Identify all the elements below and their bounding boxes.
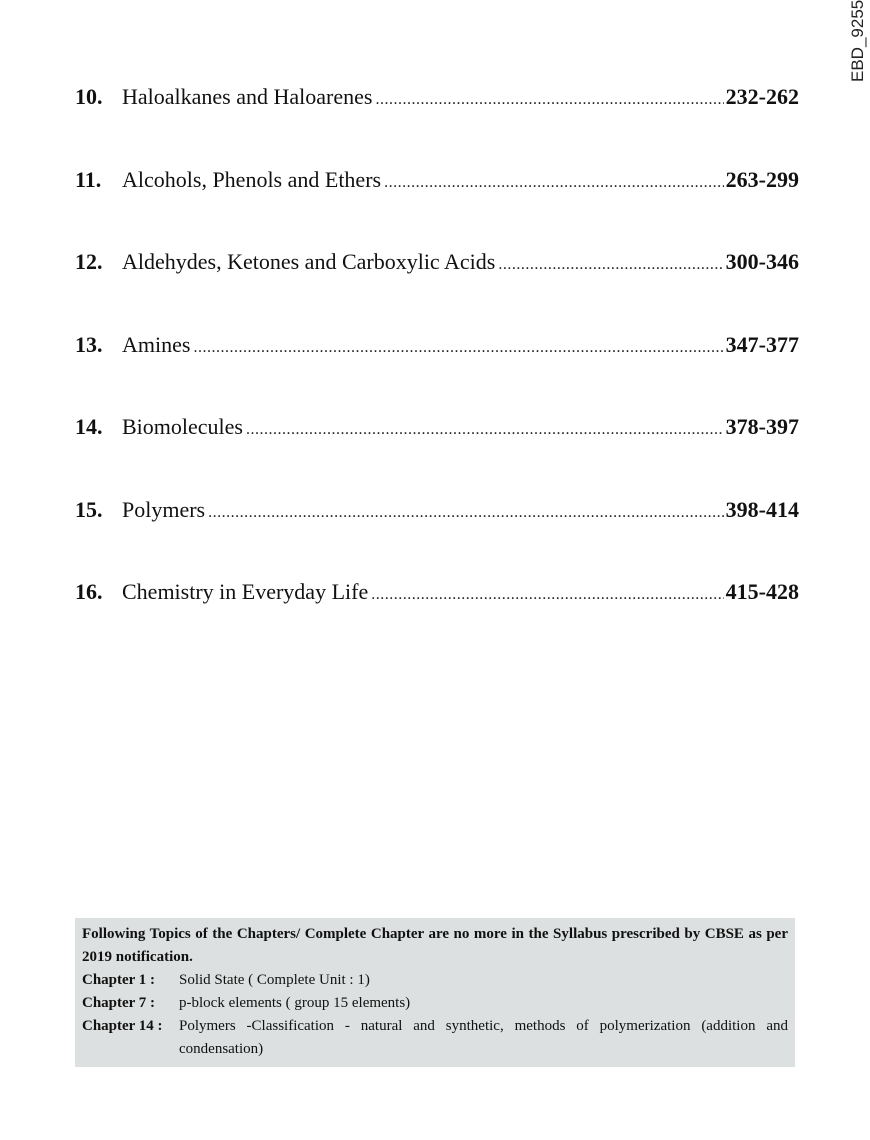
toc-entry-12 <box>75 247 799 330</box>
toc-entry-10 <box>75 82 799 165</box>
page-range: 415-428 <box>725 579 799 604</box>
dot-leader <box>384 168 724 198</box>
chapter-number: 16. <box>75 579 103 604</box>
chapter-number: 15. <box>75 496 103 522</box>
toc-entry-16 <box>75 577 799 660</box>
notice-item-label: Chapter 1 : <box>82 972 156 988</box>
chapter-title: Biomolecules <box>122 414 243 439</box>
chapter-title: Haloalkanes and Haloarenes <box>122 84 373 109</box>
notice-item-label: Chapter 7 : <box>82 995 156 1011</box>
toc-entry-11 <box>75 165 799 248</box>
notice-item-text: Solid State ( Complete Unit : 1) <box>179 972 370 988</box>
chapter-title: Polymers <box>122 496 206 522</box>
toc-entry-13 <box>75 330 799 413</box>
chapter-title: Alcohols, Phenols and Ethers <box>122 166 382 192</box>
notice-item-chapter-1 <box>82 969 788 992</box>
dot-leader <box>371 580 723 610</box>
page-range: 347-377 <box>725 331 799 357</box>
page-range: 232-262 <box>725 84 799 109</box>
notice-item-text: Polymers -Classification - natural and synthetic, methods of polymerization (addition and condensation) <box>179 1018 788 1057</box>
page-range: 300-346 <box>725 249 799 274</box>
dot-leader <box>246 415 724 445</box>
page-code: EBD_9255 <box>848 0 867 83</box>
chapter-number: 11. <box>75 166 102 192</box>
chapter-number: 10. <box>75 84 103 109</box>
toc-entry-14 <box>75 412 799 495</box>
page-range: 398-414 <box>725 496 799 522</box>
dot-leader <box>208 498 724 528</box>
chapter-number: 13. <box>75 331 103 357</box>
dot-leader <box>375 85 723 115</box>
dot-leader <box>193 333 723 363</box>
notice-item-chapter-14 <box>82 1015 788 1061</box>
chapter-title: Aldehydes, Ketones and Carboxylic Acids <box>122 249 496 274</box>
notice-item-label: Chapter 14 : <box>82 1018 163 1034</box>
syllabus-notice-box <box>75 918 795 1067</box>
chapter-number: 12. <box>75 249 103 274</box>
notice-heading: Following Topics of the Chapters/ Complete Chapter are no more in the Syllabus prescribed by CBSE as per 2019 notification. <box>82 926 788 965</box>
chapter-title: Amines <box>122 331 191 357</box>
page-range: 263-299 <box>725 166 799 192</box>
chapter-number: 14. <box>75 414 103 439</box>
page-range: 378-397 <box>725 414 799 439</box>
notice-item-text: p-block elements ( group 15 elements) <box>179 995 411 1011</box>
table-of-contents <box>75 82 799 660</box>
chapter-title: Chemistry in Everyday Life <box>122 579 369 604</box>
notice-item-chapter-7 <box>82 992 788 1015</box>
toc-entry-15 <box>75 495 799 578</box>
dot-leader <box>498 250 723 280</box>
